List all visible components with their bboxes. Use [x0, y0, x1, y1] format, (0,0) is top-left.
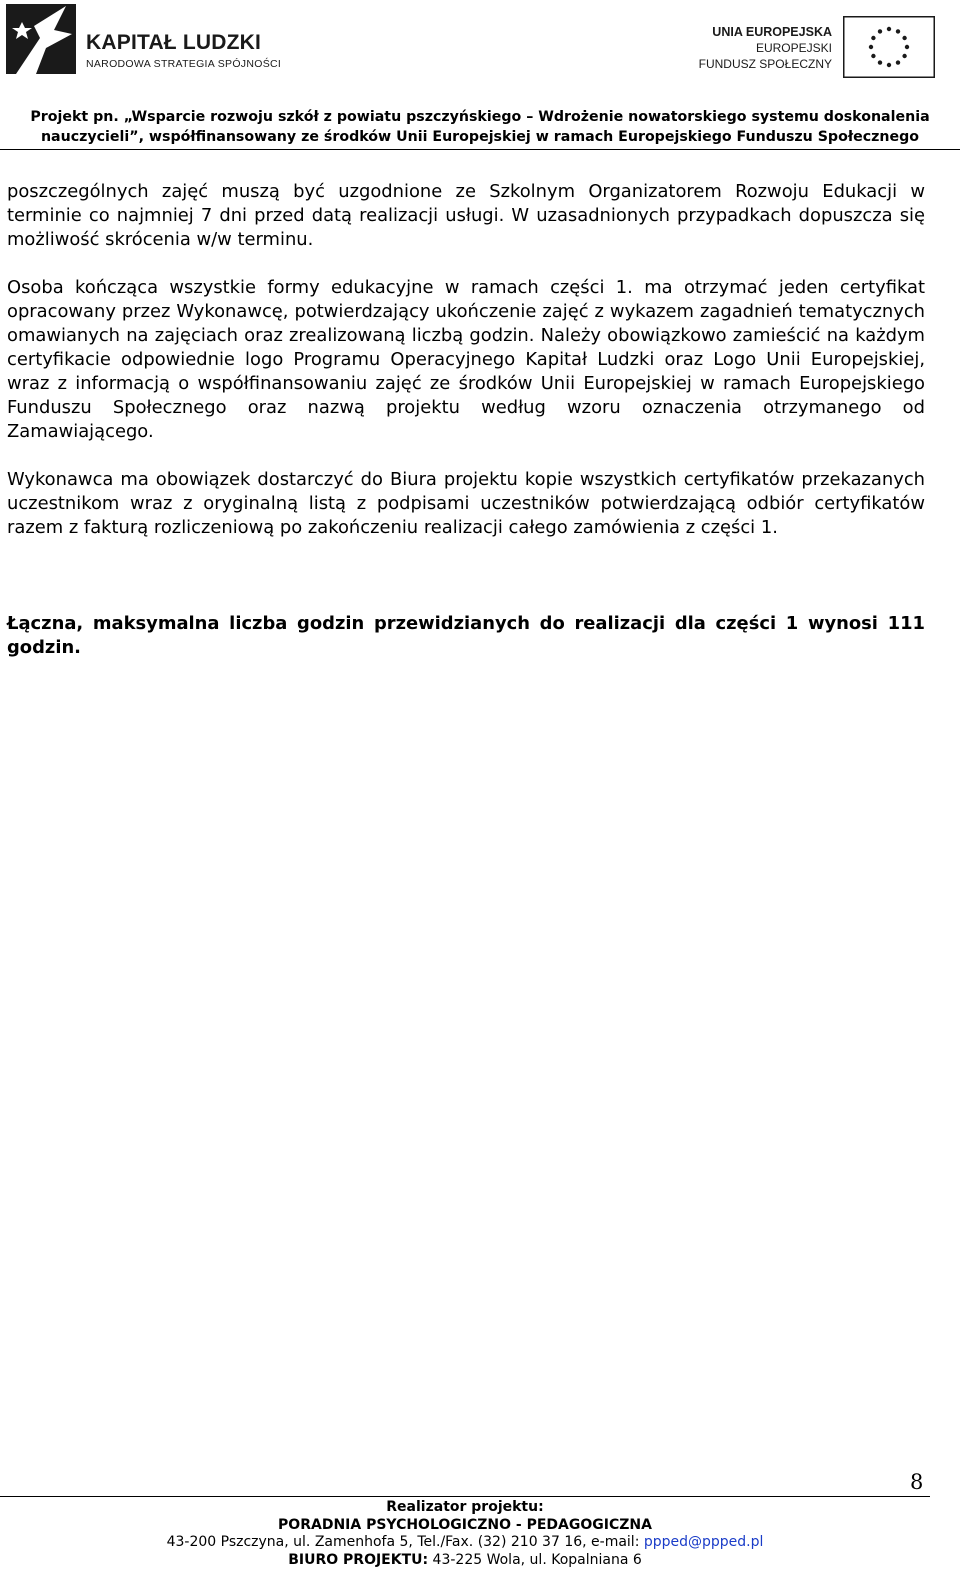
eu-fund-text — [699, 24, 832, 72]
eu-line-1: UNIA EUROPEJSKA — [712, 25, 832, 39]
project-title — [0, 107, 960, 147]
office-address: 43-225 Wola, ul. Kopalniana 6 — [428, 1551, 642, 1568]
header-divider — [0, 149, 960, 150]
page-number: 8 — [910, 1470, 924, 1494]
paragraph-total-hours: Łączna, maksymalna liczba godzin przewidzianych do realizacji dla części 1 wynosi 111 godzin. — [7, 613, 925, 658]
eu-line-3: FUNDUSZ SPOŁECZNY — [698, 57, 832, 71]
page-header — [0, 0, 960, 152]
page-footer — [0, 1499, 930, 1569]
project-line-1: Projekt pn. „Wsparcie rozwoju szkół z powiatu pszczyńskiego – Wdrożenie nowatorskiego systemu doskonalenia — [30, 109, 930, 125]
organization-name: PORADNIA PSYCHOLOGICZNO - PEDAGOGICZNA — [278, 1516, 652, 1533]
paragraph-scheduling: poszczególnych zajęć muszą być uzgodnione ze Szkolnym Organizatorem Rozwoju Edukacji w terminie co najmniej 7 dni przed datą realizacji usługi. W uzasadnionych przypadkach dopuszcza się możliwość skrócenia w/w terminu. — [7, 181, 925, 250]
realizator-label: Realizator projektu: — [386, 1499, 544, 1515]
contact-line — [0, 1534, 930, 1552]
office-label: BIURO PROJEKTU: — [288, 1551, 429, 1568]
kapital-ludzki-title: KAPITAŁ LUDZKI — [86, 31, 262, 54]
email-link[interactable]: ppped@ppped.pl — [643, 1534, 764, 1550]
project-line-2: nauczycieli”, współfinansowany ze środków Unii Europejskiej w ramach Europejskiego Funduszu Społecznego — [40, 129, 920, 145]
eu-flag-icon — [843, 16, 935, 78]
paragraph-certificate: Osoba kończąca wszystkie formy edukacyjne w ramach części 1. ma otrzymać jeden certyfikat opracowany przez Wykonawcę, potwierdzający ukończenie zajęć z wykazem zagadnień tematycznych omawianych na zajęciach oraz zrealizowaną liczbą godzin. Należy obowiązkowo zamieścić na każdym certyfikacie odpowiednie logo Programu Operacyjnego Kapitał Ludzki oraz Logo Unii Europejskiej, wraz z informacją o współfinansowaniu zajęć ze środków Unii Europejskiej w ramach Europejskiego Funduszu Społecznego oraz nazwą projektu według wzoru oznaczenia otrzymanego od Zamawiającego. — [7, 277, 925, 442]
document-body — [7, 180, 925, 660]
eu-line-2: EUROPEJSKI — [755, 41, 832, 55]
footer-divider — [0, 1496, 930, 1497]
kapital-ludzki-subtitle: NARODOWA STRATEGIA SPÓJNOŚCI — [86, 58, 282, 70]
office-line — [0, 1552, 930, 1569]
address-text: 43-200 Pszczyna, ul. Zamenhofa 5, Tel./Fax. (32) 210 37 16, e-mail: — [166, 1534, 644, 1550]
paragraph-delivery: Wykonawca ma obowiązek dostarczyć do Biura projektu kopie wszystkich certyfikatów przekazanych uczestnikom wraz z oryginalną listą z podpisami uczestników potwierdzającą odbiór certyfikatów razem z fakturą rozliczeniową po zakończeniu realizacji całego zamówienia z części 1. — [7, 469, 925, 538]
